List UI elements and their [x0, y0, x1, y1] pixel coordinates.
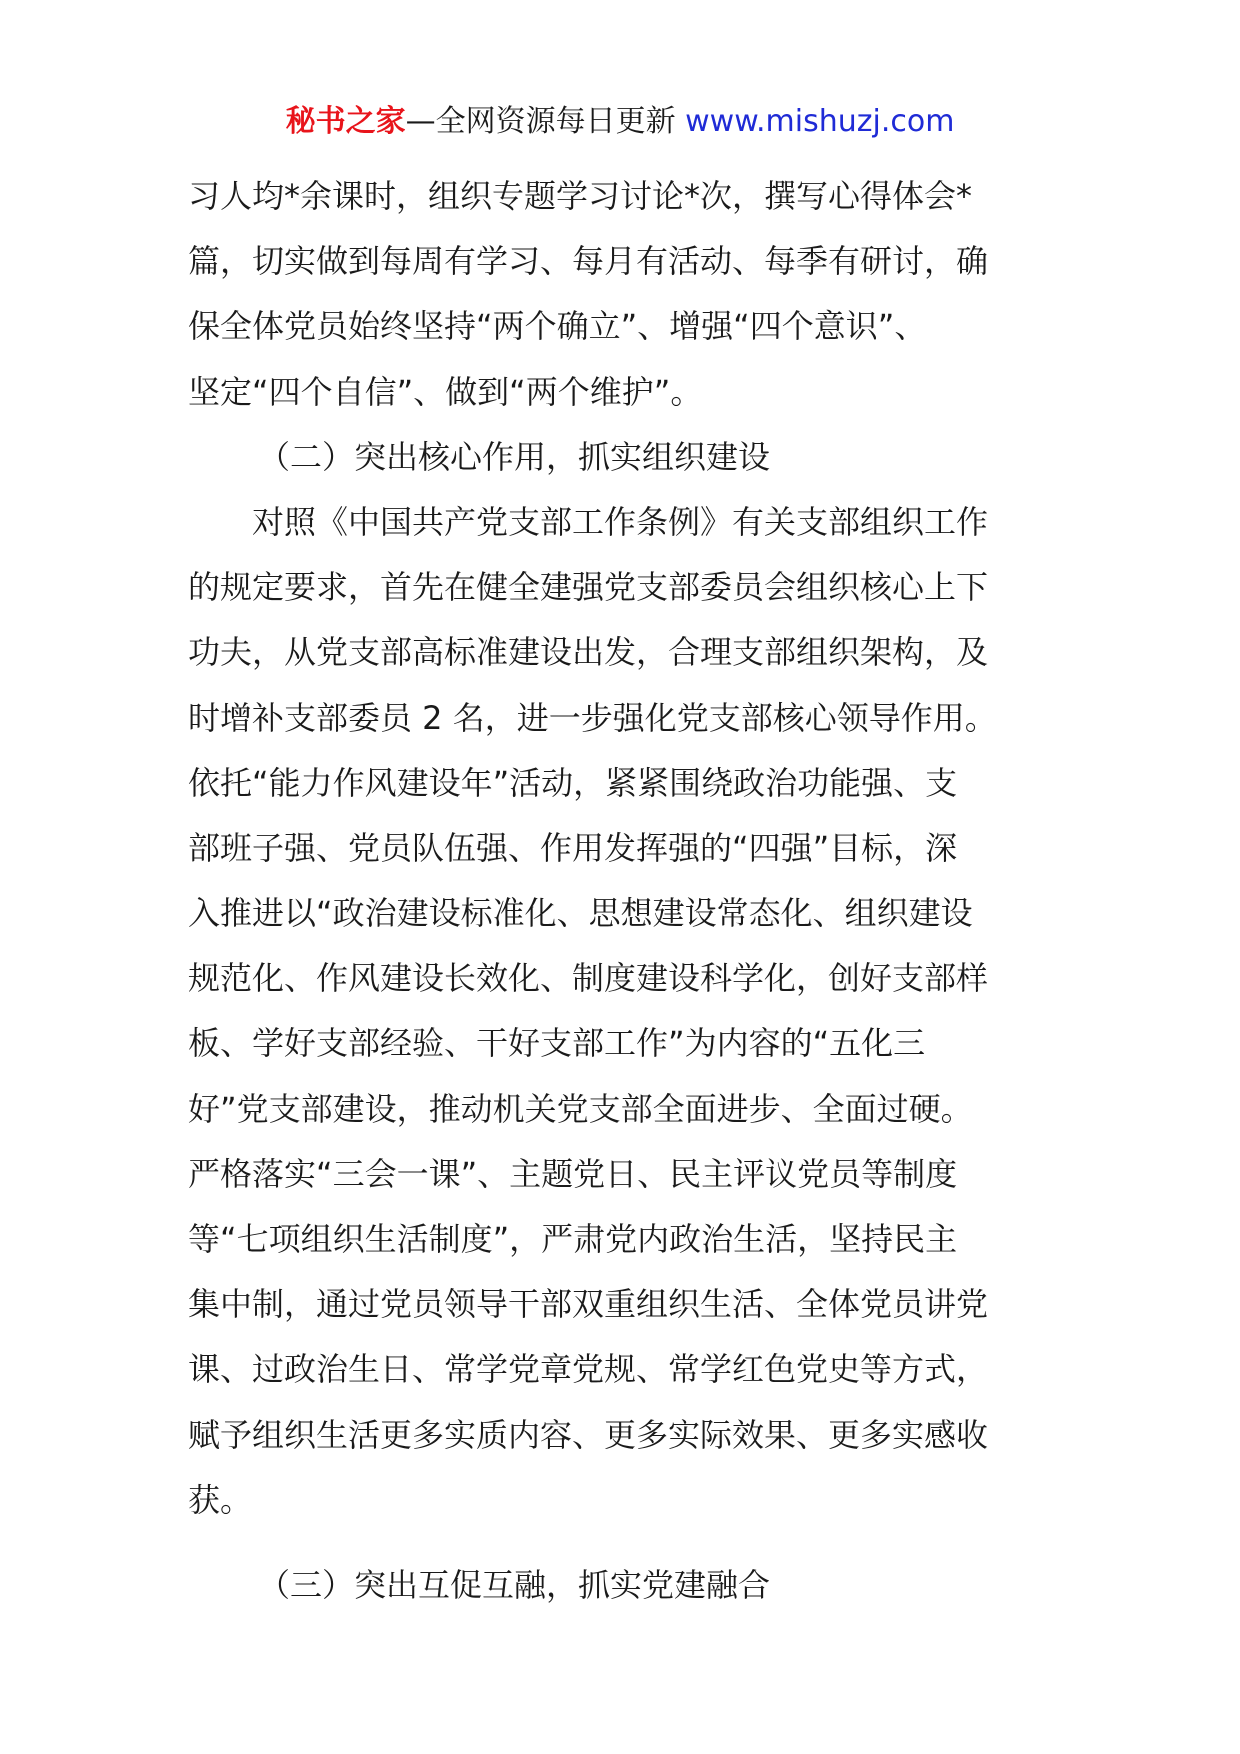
- text-line: 篇，切实做到每周有学习、每月有活动、每季有研讨，确: [188, 242, 989, 281]
- text-line: 板、学好支部经验、干好支部工作”为内容的“五化三: [188, 1024, 926, 1063]
- text-line: 部班子强、党员队伍强、作用发挥强的“四强”目标，深: [188, 828, 958, 867]
- text-line: 等“七项组织生活制度”，严肃党内政治生活，坚持民主: [188, 1220, 958, 1258]
- site-url-link[interactable]: www.mishuzj.com: [685, 104, 955, 139]
- section-heading-3: （三）突出互促互融，抓实党建融合: [258, 1565, 771, 1604]
- text-line: 对照《中国共产党支部工作条例》有关支部组织工作: [252, 502, 989, 541]
- site-header: [0, 100, 1240, 144]
- text-line: 保全体党员始终坚持“两个确立”、增强“四个意识”、: [188, 307, 927, 346]
- text-line: 严格落实“三会一课”、主题党日、民主评议党员等制度: [188, 1154, 958, 1193]
- text-line: 功夫，从党支部高标准建设出发，合理支部组织架构，及: [188, 633, 989, 672]
- text-line: 好”党支部建设，推动机关党支部全面进步、全面过硬。: [188, 1089, 973, 1128]
- text-line: 习人均*余课时，组织专题学习讨论*次，撰写心得体会*: [188, 177, 973, 215]
- text-line: 赋予组织生活更多实质内容、更多实际效果、更多实感收: [188, 1415, 989, 1454]
- paragraph-gap: [188, 1533, 1058, 1553]
- text-line: 依托“能力作风建设年”活动，紧紧围绕政治功能强、支: [188, 763, 958, 802]
- text-line: 坚定“四个自信”、做到“两个维护”。: [188, 372, 703, 411]
- site-brand: 秘书之家: [285, 104, 406, 139]
- section-heading-2: （二）突出核心作用，抓实组织建设: [258, 437, 771, 476]
- text-line: 的规定要求，首先在健全建强党支部委员会组织核心上下: [188, 568, 989, 607]
- text-line: 集中制，通过党员领导干部双重组织生活、全体党员讲党: [188, 1285, 989, 1324]
- site-tagline: —全网资源每日更新: [405, 104, 686, 139]
- text-line: 入推进以“政治建设标准化、思想建设常态化、组织建设: [188, 894, 973, 933]
- document-body: [188, 164, 1058, 1618]
- text-line: 规范化、作风建设长效化、制度建设科学化，创好支部样: [188, 959, 989, 998]
- text-line: 获。: [188, 1480, 253, 1519]
- text-line: 课、过政治生日、常学党章党规、常学红色党史等方式，: [188, 1350, 989, 1389]
- text-line: 时增补支部委员 2 名，进一步强化党支部核心领导作用。: [188, 698, 997, 737]
